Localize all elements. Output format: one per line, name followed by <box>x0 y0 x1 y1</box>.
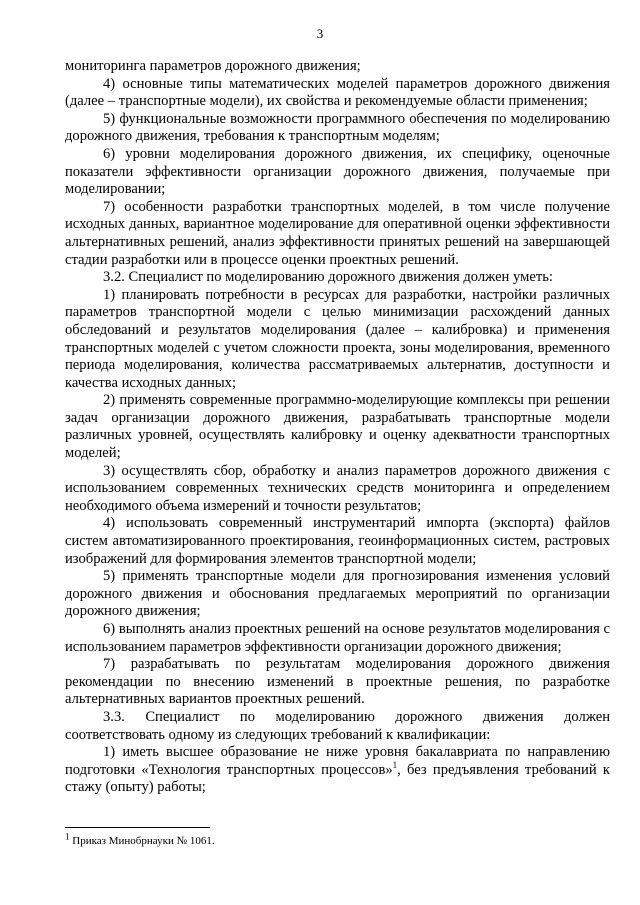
page-number: 3 <box>316 26 324 41</box>
paragraph: 6) выполнять анализ проектных решений на основе результатов моделирования с использованием параметров эффективности организации дорожного движения; <box>65 621 610 655</box>
paragraph: 6) уровни моделирования дорожного движения, их специфику, оценочные показатели эффективности организации дорожного движения, получаемые при моделировании; <box>65 145 610 198</box>
footnote-marker: 1 <box>65 831 70 842</box>
paragraph: 7) особенности разработки транспортных моделей, в том числе получение исходных данных, вариантное моделирование для оперативной оценки эффективности альтернативных решений, анализ эффективности принятых решений на завершающей стадии разработки или в процессе оценки проектных решений. <box>65 198 610 268</box>
footnote-divider <box>65 827 210 828</box>
body-text <box>65 58 610 797</box>
paragraph-text-before: 1) иметь высшее образование не ниже уровня бакалавриата по направлению подготовки «Технология транспортных процессов» <box>65 744 610 778</box>
paragraph: 4) основные типы математических моделей параметров дорожного движения (далее – транспортные модели), их свойства и рекомендуемые области применения; <box>65 75 610 110</box>
section-heading-3-3: 3.3. Специалист по моделированию дорожного движения должен соответствовать одному из следующих требований к квалификации: <box>65 708 610 743</box>
paragraph: 7) разрабатывать по результатам моделирования дорожного движения рекомендации по внесению изменений в проектные решения, по разработке альтернативных вариантов проектных решений. <box>65 656 610 708</box>
paragraph: 4) использовать современный инструментарий импорта (экспорта) файлов систем автоматизированного проектирования, геоинформационных систем, растровых изображений для формирования элементов транспортной модели; <box>65 515 610 567</box>
paragraph-text-after: , без предъявления требований к стажу (опыту) работы; <box>65 761 610 796</box>
paragraph: 5) функциональные возможности программного обеспечения по моделированию дорожного движения, требования к транспортным моделям; <box>65 110 610 145</box>
footnote-text: Приказ Минобрнауки № 1061. <box>72 835 215 847</box>
paragraph: 5) применять транспортные модели для прогнозирования изменения условий дорожного движения и обоснования предлагаемых мероприятий по организации дорожного движения; <box>65 568 610 620</box>
paragraph-with-footnote <box>65 744 610 797</box>
paragraph: 1) планировать потребности в ресурсах для разработки, настройки различных параметров транспортной модели с целью минимизации расхождений данных обследований и результатов моделирования (далее – калибровка) и применения транспортных моделей с учетом сложности проекта, зоны моделирования, временного периода моделирования, количества рассматриваемых альтернатив, доступности и качества исходных данных; <box>65 286 610 391</box>
footnote-reference: 1 <box>392 759 398 770</box>
paragraph: 2) применять современные программно-моделирующие комплексы при решении задач организации дорожного движения, разрабатывать транспортные модели различных уровней, осуществлять калибровку и оценку адекватности транспортных моделей; <box>65 392 610 462</box>
section-heading-3-2: 3.2. Специалист по моделированию дорожного движения должен уметь: <box>103 269 553 286</box>
paragraph: мониторинга параметров дорожного движения; <box>65 58 361 74</box>
paragraph: 3) осуществлять сбор, обработку и анализ параметров дорожного движения с использованием современных технических средств мониторинга и определением необходимого объема измерений и точности результатов; <box>65 462 610 514</box>
footnote <box>65 831 610 848</box>
